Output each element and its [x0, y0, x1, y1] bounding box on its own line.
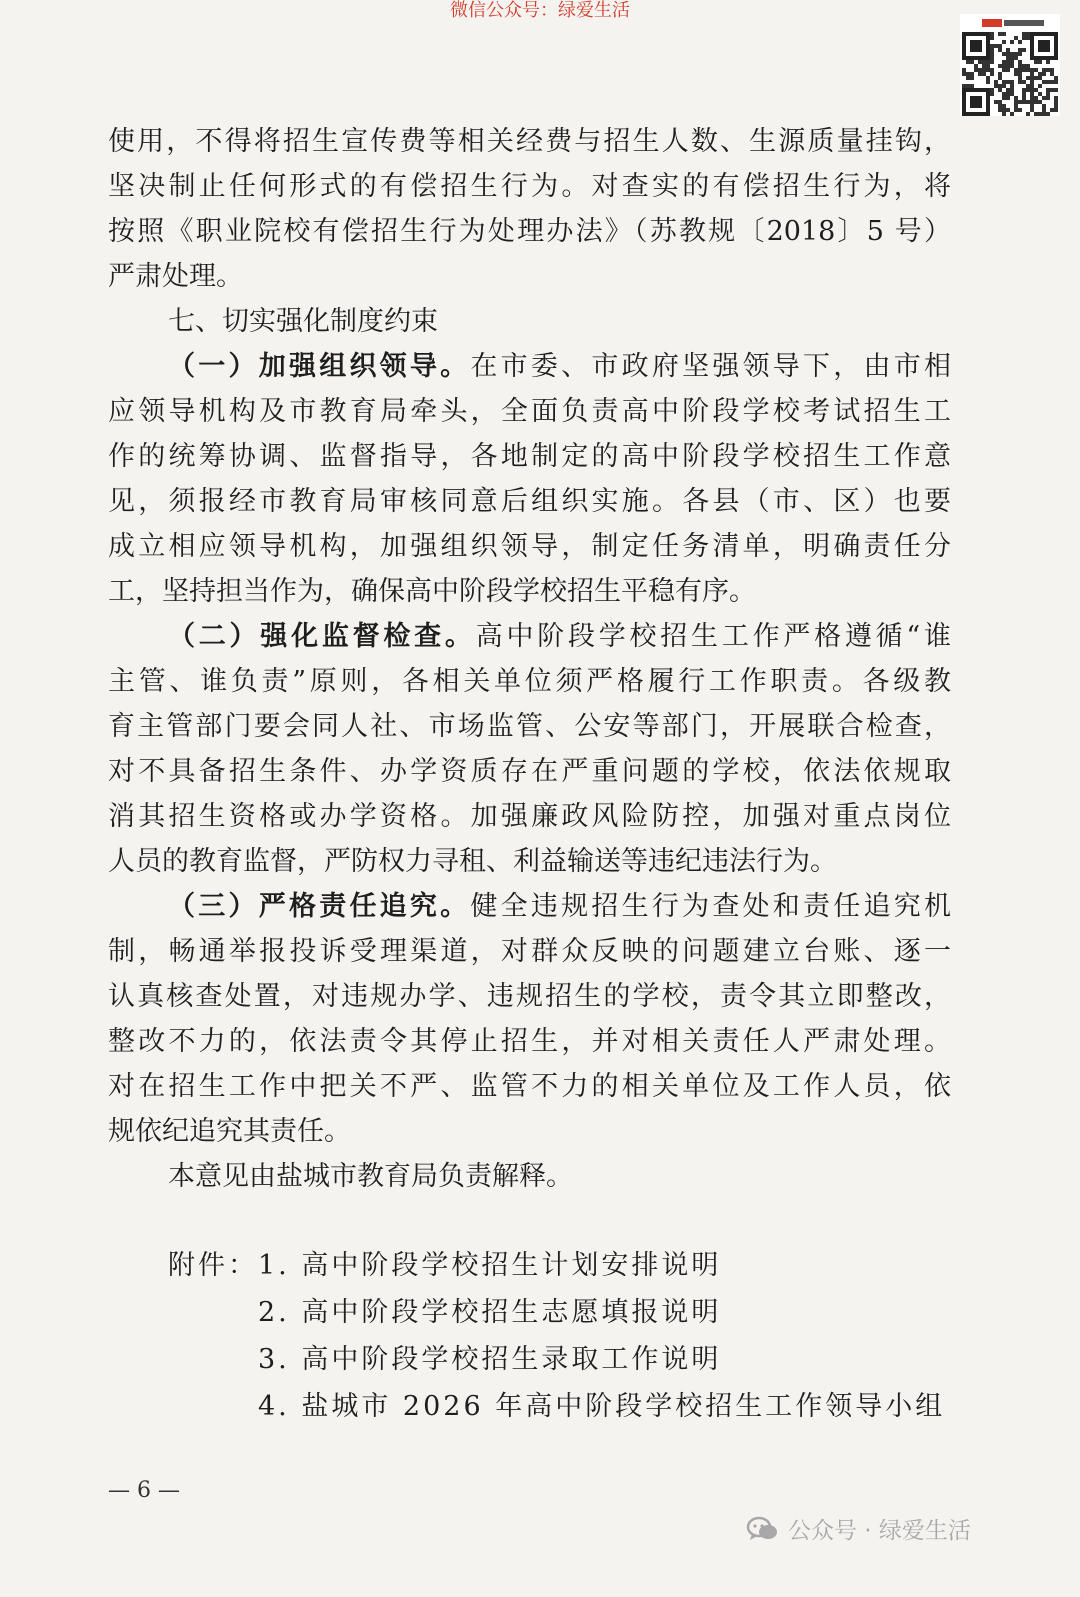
closing-line: 本意见由盐城市教育局负责解释。	[168, 1161, 573, 1192]
body-line: 规依纪追究其责任。	[108, 1116, 351, 1147]
body-line: 按照《职业院校有偿招生行为处理办法》（苏教规〔2018〕5 号）	[108, 216, 951, 247]
watermark-bottom	[746, 1512, 971, 1545]
appendix-item: 3. 高中阶段学校招生录取工作说明	[258, 1344, 722, 1375]
watermark-top: 微信公众号：绿爱生活	[450, 0, 630, 21]
paragraph-lead: （一）加强组织领导。	[168, 351, 471, 382]
paragraph-lead: （二）强化监督检查。	[168, 621, 476, 652]
body-line: 主管、谁负责”原则，各相关单位须严格履行工作职责。各级教	[108, 666, 951, 697]
body-line: 工，坚持担当作为，确保高中阶段学校招生平稳有序。	[108, 576, 756, 607]
appendix-item: 4. 盐城市 2026 年高中阶段学校招生工作领导小组	[258, 1391, 946, 1422]
body-line: 整改不力的，依法责令其停止招生，并对相关责任人严肃处理。	[108, 1026, 951, 1057]
qr-pattern	[962, 32, 1058, 116]
body-line: 对在招生工作中把关不严、监管不力的相关单位及工作人员，依	[108, 1071, 951, 1102]
body-line: 制，畅通举报投诉受理渠道，对群众反映的问题建立台账、逐一	[108, 936, 951, 967]
body-line: 见，须报经市教育局审核同意后组织实施。各县（市、区）也要	[108, 486, 951, 517]
watermark-bottom-text: 公众号 · 绿爱生活	[788, 1518, 971, 1544]
body-line: 严肃处理。	[108, 261, 243, 292]
section-title: 七、切实强化制度约束	[168, 306, 438, 337]
body-line: 人员的教育监督，严防权力寻租、利益输送等违纪违法行为。	[108, 846, 837, 877]
paragraph-first-line: （二）强化监督检查。高中阶段学校招生工作严格遵循“谁	[168, 621, 952, 652]
qr-code	[960, 14, 1060, 116]
paragraph-first-line: （三）严格责任追究。健全违规招生行为查处和责任追究机	[168, 891, 952, 922]
body-line: 对不具备招生条件、办学资质存在严重问题的学校，依法依规取	[108, 756, 951, 787]
body-line: 成立相应领导机构，加强组织领导，制定任务清单，明确责任分	[108, 531, 951, 562]
appendix-label: 附件：	[168, 1250, 258, 1281]
wechat-icon	[746, 1515, 780, 1543]
paragraph-first-line: （一）加强组织领导。在市委、市政府坚强领导下，由市相	[168, 351, 952, 382]
appendix-item: 1. 高中阶段学校招生计划安排说明	[258, 1250, 722, 1281]
body-line: 消其招生资格或办学资格。加强廉政风险防控，加强对重点岗位	[108, 801, 951, 832]
body-line: 应领导机构及市教育局牵头，全面负责高中阶段学校考试招生工	[108, 396, 951, 427]
body-line: 使用，不得将招生宣传费等相关经费与招生人数、生源质量挂钩，	[108, 126, 951, 157]
page-number: — 6 —	[108, 1478, 180, 1503]
appendix-item: 2. 高中阶段学校招生志愿填报说明	[258, 1297, 722, 1328]
qr-header-label	[960, 18, 1060, 28]
body-line: 育主管部门要会同人社、市场监管、公安等部门，开展联合检查，	[108, 711, 951, 742]
paragraph-lead: （三）严格责任追究。	[168, 891, 471, 922]
body-line: 作的统筹协调、监督指导，各地制定的高中阶段学校招生工作意	[108, 441, 951, 472]
body-line: 认真核查处置，对违规办学、违规招生的学校，责令其立即整改，	[108, 981, 951, 1012]
body-line: 坚决制止任何形式的有偿招生行为。对查实的有偿招生行为，将	[108, 171, 951, 202]
